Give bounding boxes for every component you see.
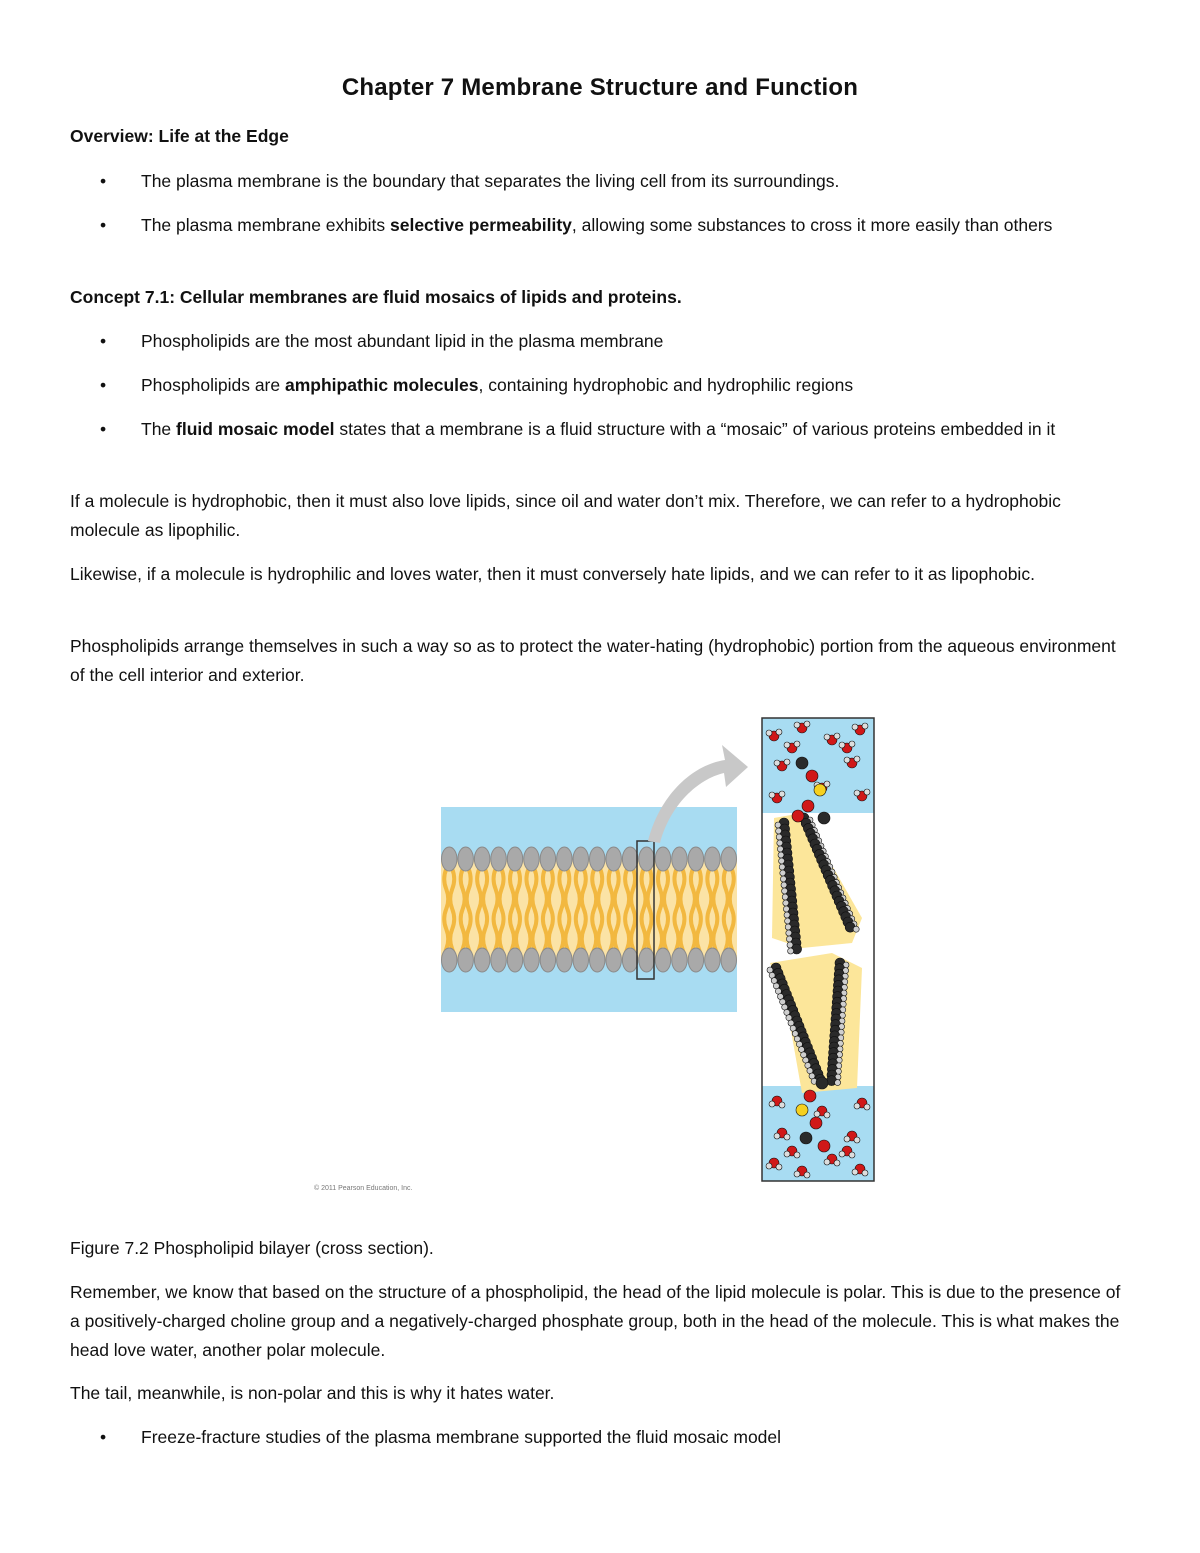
bullet-marker: •	[100, 215, 107, 235]
water-hydrogen-atom	[776, 1164, 782, 1170]
water-hydrogen-atom	[844, 757, 850, 763]
water-hydrogen-atom	[784, 1151, 790, 1157]
water-hydrogen-atom	[862, 1170, 868, 1176]
lipid-head	[639, 847, 654, 871]
bullet-marker: •	[100, 171, 107, 191]
lipid-head	[705, 948, 720, 972]
text-run: states that a membrane is a fluid structure with a “mosaic” of various proteins embedded in it	[334, 419, 1056, 439]
water-hydrogen-atom	[814, 1111, 820, 1117]
paragraph-arrangement: Phospholipids arrange themselves in such a way so as to protect the water-hating (hydrophobic) portion from the aqueous environment of the cell interior and exterior.	[70, 636, 1116, 685]
zoomed-space-filling-model	[762, 718, 874, 1181]
bold-term: selective permeability	[390, 215, 572, 235]
water-hydrogen-atom	[769, 792, 775, 798]
paragraph-lipophilic: If a molecule is hydrophobic, then it must also love lipids, since oil and water don’t mix. Therefore, we can refer to a hydrophobic molecule as lipophilic.	[70, 491, 1061, 540]
figure-caption: Figure 7.2 Phospholipid bilayer (cross section).	[70, 1238, 434, 1258]
water-hydrogen-atom	[774, 1133, 780, 1139]
water-hydrogen-atom	[834, 733, 840, 739]
page-title: Chapter 7 Membrane Structure and Function	[341, 74, 859, 101]
head-atom	[802, 800, 814, 812]
bold-term: fluid mosaic model	[176, 419, 335, 439]
lipid-head	[590, 847, 605, 871]
head-atom	[800, 1132, 812, 1144]
water-hydrogen-atom	[854, 756, 860, 762]
water-hydrogen-atom	[769, 1101, 775, 1107]
head-atom	[806, 770, 818, 782]
lipid-head	[474, 847, 489, 871]
water-hydrogen-atom	[862, 723, 868, 729]
water-hydrogen-atom	[844, 1136, 850, 1142]
water-hydrogen-atom	[854, 1137, 860, 1143]
water-hydrogen-atom	[839, 742, 845, 748]
lipid-head	[705, 847, 720, 871]
paragraph-nonpolar-tail: The tail, meanwhile, is non-polar and this is why it hates water.	[70, 1383, 555, 1403]
lipid-head	[655, 948, 670, 972]
lipid-head	[606, 948, 621, 972]
head-atom	[818, 812, 830, 824]
water-hydrogen-atom	[854, 790, 860, 796]
water-hydrogen-atom	[849, 741, 855, 747]
head-atom	[818, 1140, 830, 1152]
text-run: The plasma membrane exhibits	[141, 215, 390, 235]
head-atom	[796, 1104, 808, 1116]
water-hydrogen-atom	[804, 1172, 810, 1178]
bullet-marker: •	[100, 375, 107, 395]
lipid-head	[491, 847, 506, 871]
overview-heading: Overview: Life at the Edge	[70, 126, 289, 146]
lipid-head	[458, 948, 473, 972]
overview-bullet-2	[141, 211, 1126, 240]
water-hydrogen-atom	[784, 742, 790, 748]
lipid-head	[507, 948, 522, 972]
lipid-head	[557, 847, 572, 871]
phospholipid-bilayer-figure	[430, 705, 890, 1205]
water-hydrogen-atom	[839, 1151, 845, 1157]
water-hydrogen-atom	[766, 730, 772, 736]
water-hydrogen-atom	[824, 1159, 830, 1165]
text-run: The	[141, 419, 177, 439]
water-hydrogen-atom	[794, 1152, 800, 1158]
figure-credit: © 2011 Pearson Education, Inc.	[314, 1185, 413, 1192]
lipid-head	[672, 948, 687, 972]
lipid-head	[557, 948, 572, 972]
water-hydrogen-atom	[794, 722, 800, 728]
lipid-head	[474, 948, 489, 972]
text-run: , containing hydrophobic and hydrophilic regions	[478, 375, 854, 395]
lipid-head	[590, 948, 605, 972]
head-atom	[792, 810, 804, 822]
freeze-fracture-bullet: Freeze-fracture studies of the plasma membrane supported the fluid mosaic model	[141, 1427, 782, 1447]
water-hydrogen-atom	[864, 789, 870, 795]
lipid-head	[540, 948, 555, 972]
lipid-head	[540, 847, 555, 871]
lipid-head	[655, 847, 670, 871]
water-hydrogen-atom	[784, 1134, 790, 1140]
water-hydrogen-atom	[766, 1163, 772, 1169]
hydrogen-atom	[853, 926, 859, 932]
text-run: Phospholipids are	[141, 375, 285, 395]
water-hydrogen-atom	[779, 791, 785, 797]
lipid-head	[721, 948, 736, 972]
lipid-head	[573, 847, 588, 871]
lipid-head	[458, 847, 473, 871]
lipid-head	[442, 847, 457, 871]
water-hydrogen-atom	[864, 1104, 870, 1110]
water-hydrogen-atom	[852, 1169, 858, 1175]
head-atom	[816, 1077, 828, 1089]
water-hydrogen-atom	[852, 724, 858, 730]
bullet-marker: •	[100, 331, 107, 351]
concept-heading: Concept 7.1: Cellular membranes are fluid mosaics of lipids and proteins.	[70, 287, 682, 307]
paragraph-polar-head: Remember, we know that based on the structure of a phospholipid, the head of the lipid molecule is polar. This is due to the presence of a positively-charged choline group and a negatively-charged phosphate group, both in the head of the molecule. This is what makes the head love water, another polar molecule.	[70, 1282, 1121, 1360]
lipid-head	[622, 847, 637, 871]
water-hydrogen-atom	[824, 1112, 830, 1118]
water-hydrogen-atom	[794, 1171, 800, 1177]
water-hydrogen-atom	[784, 759, 790, 765]
water-hydrogen-atom	[824, 734, 830, 740]
paragraph-lipophobic: Likewise, if a molecule is hydrophilic and loves water, then it must conversely hate lipids, and we can refer to it as lipophobic.	[70, 564, 1035, 584]
head-atom	[814, 784, 826, 796]
lipid-head	[491, 948, 506, 972]
concept-bullet-1: Phospholipids are the most abundant lipid in the plasma membrane	[141, 331, 664, 351]
lipid-head	[606, 847, 621, 871]
lipid-head	[639, 948, 654, 972]
lipid-head	[688, 948, 703, 972]
concept-bullet-3	[141, 415, 1126, 444]
text-run: , allowing some substances to cross it more easily than others	[571, 215, 1053, 235]
overview-bullet-1: The plasma membrane is the boundary that separates the living cell from its surroundings.	[141, 171, 840, 191]
water-hydrogen-atom	[794, 741, 800, 747]
lipid-head	[573, 948, 588, 972]
hydrogen-atom	[835, 1080, 841, 1086]
lipid-head	[672, 847, 687, 871]
water-hydrogen-atom	[834, 1160, 840, 1166]
bold-term: amphipathic molecules	[284, 375, 479, 395]
lipid-head	[622, 948, 637, 972]
water-hydrogen-atom	[804, 721, 810, 727]
lipid-head	[721, 847, 736, 871]
hydrogen-atom	[788, 948, 794, 954]
concept-bullet-2	[141, 371, 1126, 400]
head-atom	[804, 1090, 816, 1102]
bilayer-cross-section	[441, 807, 737, 1012]
lipid-head	[507, 847, 522, 871]
lipid-head	[688, 847, 703, 871]
lipid-head	[442, 948, 457, 972]
head-atom	[810, 1117, 822, 1129]
water-hydrogen-atom	[854, 1103, 860, 1109]
lipid-head	[524, 847, 539, 871]
water-hydrogen-atom	[776, 729, 782, 735]
water-hydrogen-atom	[849, 1152, 855, 1158]
bullet-marker: •	[100, 1427, 107, 1447]
water-hydrogen-atom	[774, 760, 780, 766]
lipid-head	[524, 948, 539, 972]
water-hydrogen-atom	[779, 1102, 785, 1108]
bullet-marker: •	[100, 419, 107, 439]
head-atom	[796, 757, 808, 769]
